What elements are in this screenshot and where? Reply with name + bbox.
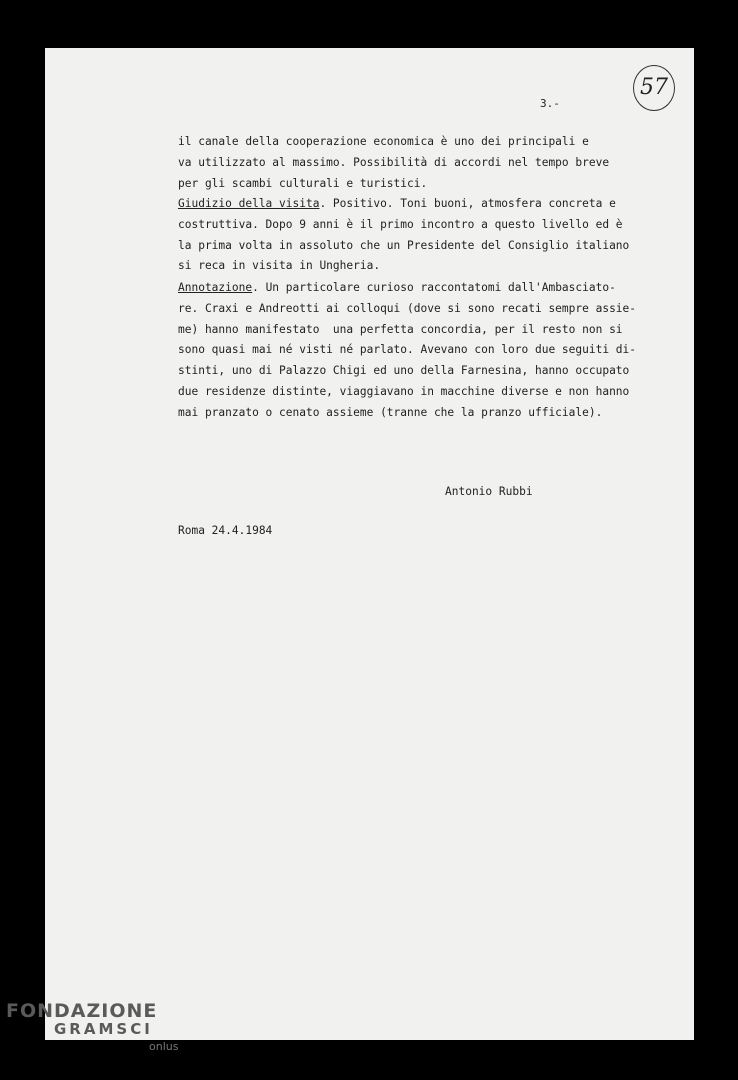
paragraph-1: il canale della cooperazione economica è uno dei principali e va utilizzato al massimo. Possibilità di accordi nel tempo breve per gli scambi culturali e turistici. xyxy=(178,135,610,190)
logo-line-3: onlus xyxy=(149,1040,179,1053)
logo-line-2: GRAMSCI xyxy=(54,1020,153,1038)
date-line: Roma 24.4.1984 xyxy=(178,524,273,537)
section-heading-annotazione: Annotazione xyxy=(178,281,253,294)
section-heading-giudizio: Giudizio della visita xyxy=(178,197,320,210)
logo-line-1: FONDAZIONE xyxy=(6,1000,158,1022)
archive-stamp: 57 xyxy=(633,65,675,111)
signature: Antonio Rubbi xyxy=(445,485,533,498)
foundation-logo xyxy=(6,1000,178,1053)
paragraph-2: Giudizio della visita. Positivo. Toni buoni, atmosfera concreta e costruttiva. Dopo 9 anni è il primo incontro a questo livello ed è la prima volta in assoluto che un Presidente del Consiglio italiano si reca in visita in Ungheria. xyxy=(178,197,630,273)
page-number: 3.- xyxy=(540,97,560,110)
paragraph-3: Annotazione. Un particolare curioso raccontatomi dall'Ambasciato- re. Craxi e Andreotti ai colloqui (dove si sono recati sempre assie- me) hanno manifestato una perfetta concordia, per il resto non si sono quasi mai né visti né parlato. Avevano con loro due seguiti di- stinti, uno di Palazzo Chigi ed uno della Farnesina, hanno occupato due residenze distinte, viaggiavano in macchine diverse e non hanno mai pranzato o cenato assieme (tranne che la pranzo ufficiale). xyxy=(178,281,637,419)
